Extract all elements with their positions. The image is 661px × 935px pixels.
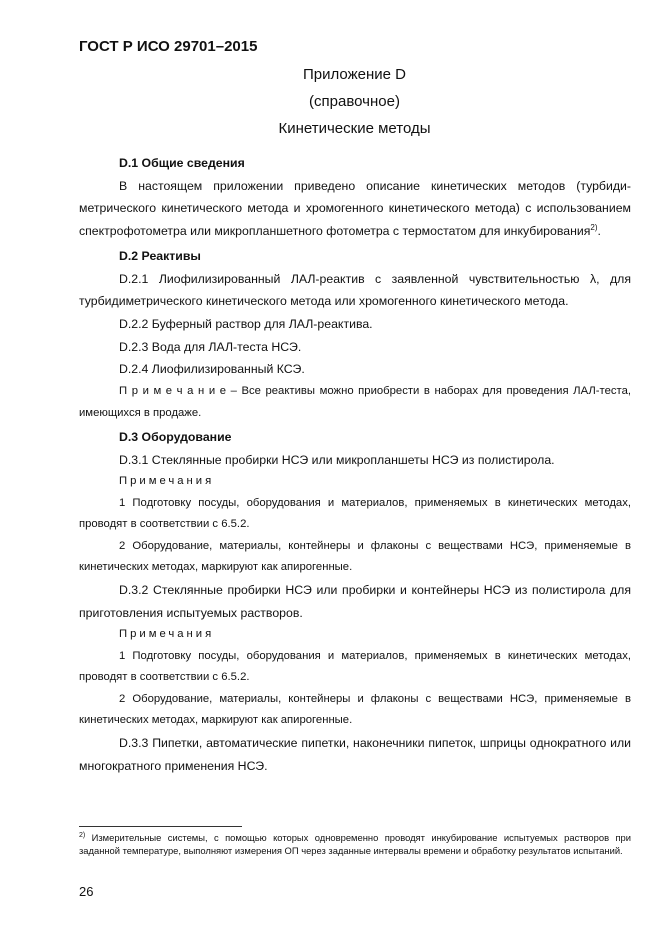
note-d2: [79, 381, 631, 424]
appendix-name-text: Кинетические методы: [278, 120, 431, 137]
paragraph-d3-3: D.3.3 Пипетки, автоматические пипетки, наконечники пипеток, шприцы однократного или многократного применения НСЭ.: [79, 735, 631, 773]
notes-heading-d3-1: Примечания: [119, 475, 215, 488]
appendix-name: [24, 120, 661, 137]
appendix-title: Приложение D: [303, 66, 406, 83]
appendix-type: (справочное): [309, 93, 400, 110]
section-heading-d3: D.3 Оборудование: [119, 430, 232, 445]
paragraph-d1-text: В настоящем приложении приведено описание кинетических методов (турбидиметрического кинетического метода и хромогенного кинетического метода) с использованием спектрофотометра или микропланшетного фотометра с термостатом для инкубирования: [79, 178, 631, 239]
document-code-header: ГОСТ Р ИСО 29701–2015: [79, 38, 258, 55]
footnote-divider: [79, 826, 242, 827]
section-heading-d1: D.1 Общие сведения: [119, 156, 245, 170]
paragraph-d1-end: .: [597, 224, 601, 239]
footnote-ref: 2): [590, 223, 598, 233]
note-d3-2-item-2: 2 Оборудование, материалы, контейнеры и флаконы с веществами НСЭ, применяемые в кинетических методах, маркируют как апирогенные.: [79, 692, 631, 727]
note-d2-label: П р и м е ч а н и е: [119, 385, 226, 398]
paragraph-d2-4: D.2.4 Лиофилизированный КСЭ.: [119, 362, 305, 377]
paragraph-d2-3: D.2.3 Вода для ЛАЛ-теста НСЭ.: [119, 339, 302, 354]
page-number: 26: [79, 884, 94, 899]
paragraph-d1: [79, 175, 631, 243]
note-d3-1-item-2: 2 Оборудование, материалы, контейнеры и флаконы с веществами НСЭ, применяемые в кинетических методах, маркируют как апирогенные.: [79, 539, 631, 574]
paragraph-d3-2: D.3.2 Стеклянные пробирки НСЭ или пробирки и контейнеры НСЭ из полистирола для приготовления испытуемых растворов.: [79, 582, 631, 620]
body-text: [79, 150, 631, 777]
paragraph-d2-1: D.2.1 Лиофилизированный ЛАЛ-реактив с заявленной чувствительностью λ, для турбидиметрического кинетического метода или хромогенного кинетического метода.: [79, 271, 631, 309]
footnote-text: Измерительные системы, с помощью которых одновременно проводят инкубирование испытуемых растворов при заданной температуре, выполняют измерения ОП через заданные интервалы времени и обработку результатов испытаний.: [79, 832, 631, 856]
section-heading-d2: D.2 Реактивы: [119, 248, 201, 263]
footnote: [79, 832, 631, 857]
paragraph-d2-2: D.2.2 Буферный раствор для ЛАЛ-реактива.: [119, 316, 373, 331]
notes-heading-d3-2: Примечания: [119, 628, 215, 641]
footnote-mark: 2): [79, 831, 86, 839]
note-d3-1-item-1: 1 Подготовку посуды, оборудования и материалов, применяемых в кинетических методах, проводят в соответствии с 6.5.2.: [79, 496, 631, 531]
note-d3-2-item-1: 1 Подготовку посуды, оборудования и материалов, применяемых в кинетических методах, проводят в соответствии с 6.5.2.: [79, 649, 631, 684]
paragraph-d3-1: D.3.1 Стеклянные пробирки НСЭ или микропланшеты НСЭ из полистирола.: [119, 452, 555, 467]
note-d2-text: – Все реактивы можно приобрести в наборах для проведения ЛАЛ-теста, имеющихся в продаже.: [79, 385, 631, 419]
